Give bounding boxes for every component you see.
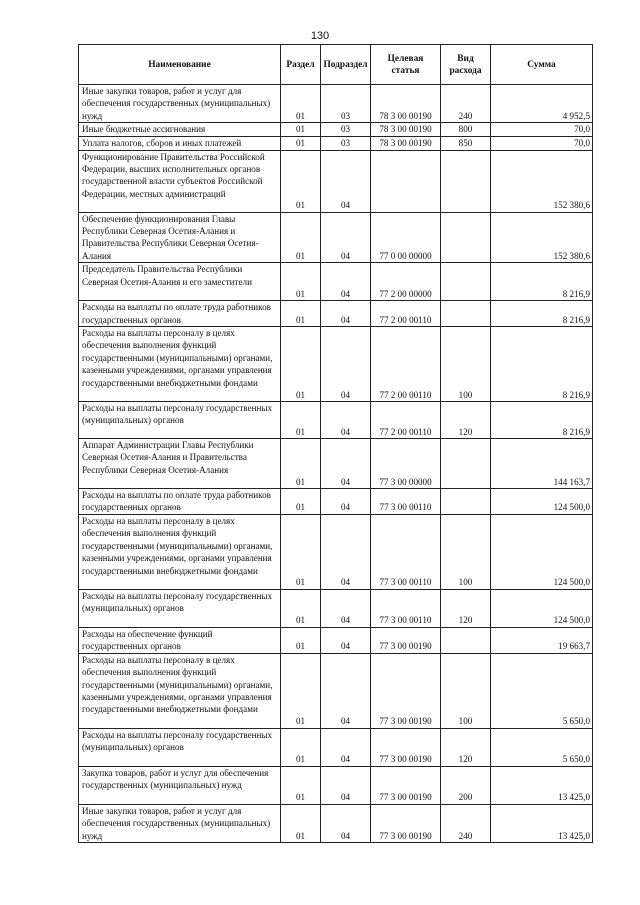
row-kind-cell: [441, 439, 491, 489]
table-row: [79, 589, 593, 627]
table-row: [79, 212, 593, 263]
row-name-cell: Расходы на выплаты по оплате труда работников государственных органов: [79, 489, 281, 515]
row-target-cell: 77 3 00 00110: [371, 489, 441, 515]
table-row: [79, 514, 593, 589]
row-subsection-cell: 03: [321, 85, 371, 123]
row-subsection-cell: 04: [321, 728, 371, 766]
row-kind-cell: 120: [441, 402, 491, 439]
row-target-cell: 77 2 00 00110: [371, 327, 441, 402]
row-name-cell: Иные закупки товаров, работ и услуг для обеспечения государственных (муниципальных) нужд: [79, 804, 281, 842]
row-section-cell: 01: [281, 263, 321, 301]
row-sum-cell: 8 216,9: [491, 301, 593, 327]
row-target-cell: 78 3 00 00190: [371, 85, 441, 123]
row-section-cell: 01: [281, 653, 321, 728]
row-sum-cell: 152 380,6: [491, 212, 593, 263]
row-sum-cell: 70,0: [491, 123, 593, 136]
row-name-cell: Председатель Правительства Республики Северная Осетия-Алания и его заместители: [79, 263, 281, 301]
row-kind-cell: 100: [441, 514, 491, 589]
row-name-cell: Функционирование Правительства Российской Федерации, высших исполнительных органов государственной власти субъектов Российской Федерации, местных администраций: [79, 150, 281, 212]
row-kind-cell: 200: [441, 766, 491, 804]
row-name-cell: Расходы на выплаты по оплате труда работников государственных органов: [79, 301, 281, 327]
row-name-cell: Расходы на выплаты персоналу государственных (муниципальных) органов: [79, 589, 281, 627]
row-section-cell: 01: [281, 402, 321, 439]
row-subsection-cell: 04: [321, 212, 371, 263]
table-row: [79, 150, 593, 212]
row-kind-cell: [441, 489, 491, 515]
row-kind-cell: [441, 627, 491, 653]
row-kind-cell: 120: [441, 728, 491, 766]
row-kind-cell: 800: [441, 123, 491, 136]
row-name-cell: Обеспечение функционирования Главы Республики Северная Осетия-Алания и Правительства Республики Северная Осетия-Алания: [79, 212, 281, 263]
row-sum-cell: 8 216,9: [491, 263, 593, 301]
row-name-cell: Расходы на выплаты персоналу в целях обеспечения выполнения функций государственными (муниципальными) органами, казенными учреждениями, органами управления государственными внебюджетными фондами: [79, 653, 281, 728]
row-name-cell: Расходы на выплаты персоналу государственных (муниципальных) органов: [79, 728, 281, 766]
header-kind: Вид расхода: [441, 45, 491, 85]
row-kind-cell: [441, 263, 491, 301]
row-subsection-cell: 04: [321, 589, 371, 627]
row-section-cell: 01: [281, 327, 321, 402]
table-row: [79, 439, 593, 489]
row-subsection-cell: 04: [321, 327, 371, 402]
table-row: [79, 804, 593, 842]
header-subsection: Подраздел: [321, 45, 371, 85]
row-target-cell: 77 3 00 00190: [371, 728, 441, 766]
row-section-cell: 01: [281, 150, 321, 212]
table-header-row: [79, 45, 593, 85]
table-row: [79, 402, 593, 439]
row-subsection-cell: 04: [321, 514, 371, 589]
table-row: [79, 301, 593, 327]
row-section-cell: 01: [281, 212, 321, 263]
header-section: Раздел: [281, 45, 321, 85]
row-sum-cell: 8 216,9: [491, 402, 593, 439]
row-subsection-cell: 03: [321, 123, 371, 136]
row-sum-cell: 5 650,0: [491, 728, 593, 766]
table-row: [79, 627, 593, 653]
row-target-cell: [371, 150, 441, 212]
row-subsection-cell: 03: [321, 136, 371, 150]
row-section-cell: 01: [281, 85, 321, 123]
table-row: [79, 123, 593, 136]
row-subsection-cell: 04: [321, 766, 371, 804]
row-name-cell: Аппарат Администрации Главы Республики Северная Осетия-Алания и Правительства Республики Северная Осетия-Алания: [79, 439, 281, 489]
budget-table: [78, 44, 593, 843]
row-sum-cell: 8 216,9: [491, 327, 593, 402]
table-row: [79, 766, 593, 804]
row-target-cell: 77 3 00 00190: [371, 766, 441, 804]
row-kind-cell: [441, 212, 491, 263]
row-target-cell: 77 3 00 00000: [371, 439, 441, 489]
row-section-cell: 01: [281, 514, 321, 589]
row-name-cell: Расходы на выплаты персоналу в целях обеспечения выполнения функций государственными (муниципальными) органами, казенными учреждениями, органами управления государственными внебюджетными фондами: [79, 327, 281, 402]
row-section-cell: 01: [281, 439, 321, 489]
row-target-cell: 77 2 00 00110: [371, 402, 441, 439]
row-section-cell: 01: [281, 301, 321, 327]
row-section-cell: 01: [281, 728, 321, 766]
table-row: [79, 263, 593, 301]
row-name-cell: Уплата налогов, сборов и иных платежей: [79, 136, 281, 150]
row-subsection-cell: 04: [321, 489, 371, 515]
row-sum-cell: 19 663,7: [491, 627, 593, 653]
row-kind-cell: 240: [441, 85, 491, 123]
table-row: [79, 136, 593, 150]
row-section-cell: 01: [281, 589, 321, 627]
table-row: [79, 327, 593, 402]
row-subsection-cell: 04: [321, 439, 371, 489]
row-target-cell: 77 2 00 00000: [371, 263, 441, 301]
table-row: [79, 728, 593, 766]
row-sum-cell: 70,0: [491, 136, 593, 150]
row-target-cell: 78 3 00 00190: [371, 123, 441, 136]
row-subsection-cell: 04: [321, 301, 371, 327]
row-section-cell: 01: [281, 136, 321, 150]
row-section-cell: 01: [281, 627, 321, 653]
row-section-cell: 01: [281, 489, 321, 515]
row-name-cell: Иные бюджетные ассигнования: [79, 123, 281, 136]
row-subsection-cell: 04: [321, 263, 371, 301]
header-sum: Сумма: [491, 45, 593, 85]
row-subsection-cell: 04: [321, 150, 371, 212]
row-name-cell: Расходы на обеспечение функций государственных органов: [79, 627, 281, 653]
row-section-cell: 01: [281, 123, 321, 136]
row-target-cell: 77 0 00 00000: [371, 212, 441, 263]
row-target-cell: 77 3 00 00190: [371, 804, 441, 842]
row-sum-cell: 13 425,0: [491, 766, 593, 804]
row-subsection-cell: 04: [321, 402, 371, 439]
row-kind-cell: 100: [441, 327, 491, 402]
row-kind-cell: [441, 150, 491, 212]
row-sum-cell: 4 952,5: [491, 85, 593, 123]
row-kind-cell: [441, 301, 491, 327]
row-name-cell: Закупка товаров, работ и услуг для обеспечения государственных (муниципальных) нужд: [79, 766, 281, 804]
row-target-cell: 77 3 00 00190: [371, 653, 441, 728]
row-subsection-cell: 04: [321, 653, 371, 728]
row-sum-cell: 124 500,0: [491, 589, 593, 627]
row-subsection-cell: 04: [321, 804, 371, 842]
row-target-cell: 77 2 00 00110: [371, 301, 441, 327]
row-target-cell: 77 3 00 00190: [371, 627, 441, 653]
row-sum-cell: 124 500,0: [491, 489, 593, 515]
header-target: Целевая статья: [371, 45, 441, 85]
page-number: 130: [310, 30, 330, 42]
row-section-cell: 01: [281, 804, 321, 842]
row-target-cell: 78 3 00 00190: [371, 136, 441, 150]
table-row: [79, 85, 593, 123]
row-name-cell: Иные закупки товаров, работ и услуг для обеспечения государственных (муниципальных) нужд: [79, 85, 281, 123]
row-section-cell: 01: [281, 766, 321, 804]
row-target-cell: 77 3 00 00110: [371, 589, 441, 627]
row-subsection-cell: 04: [321, 627, 371, 653]
row-sum-cell: 144 163,7: [491, 439, 593, 489]
table-row: [79, 489, 593, 515]
row-sum-cell: 152 380,6: [491, 150, 593, 212]
row-name-cell: Расходы на выплаты персоналу в целях обеспечения выполнения функций государственными (муниципальными) органами, казенными учреждениями, органами управления государственными внебюджетными фондами: [79, 514, 281, 589]
row-sum-cell: 13 425,0: [491, 804, 593, 842]
row-name-cell: Расходы на выплаты персоналу государственных (муниципальных) органов: [79, 402, 281, 439]
row-sum-cell: 5 650,0: [491, 653, 593, 728]
row-target-cell: 77 3 00 00110: [371, 514, 441, 589]
header-name: Наименование: [79, 45, 281, 85]
row-sum-cell: 124 500,0: [491, 514, 593, 589]
row-kind-cell: 100: [441, 653, 491, 728]
row-kind-cell: 850: [441, 136, 491, 150]
row-kind-cell: 120: [441, 589, 491, 627]
table-row: [79, 653, 593, 728]
row-kind-cell: 240: [441, 804, 491, 842]
